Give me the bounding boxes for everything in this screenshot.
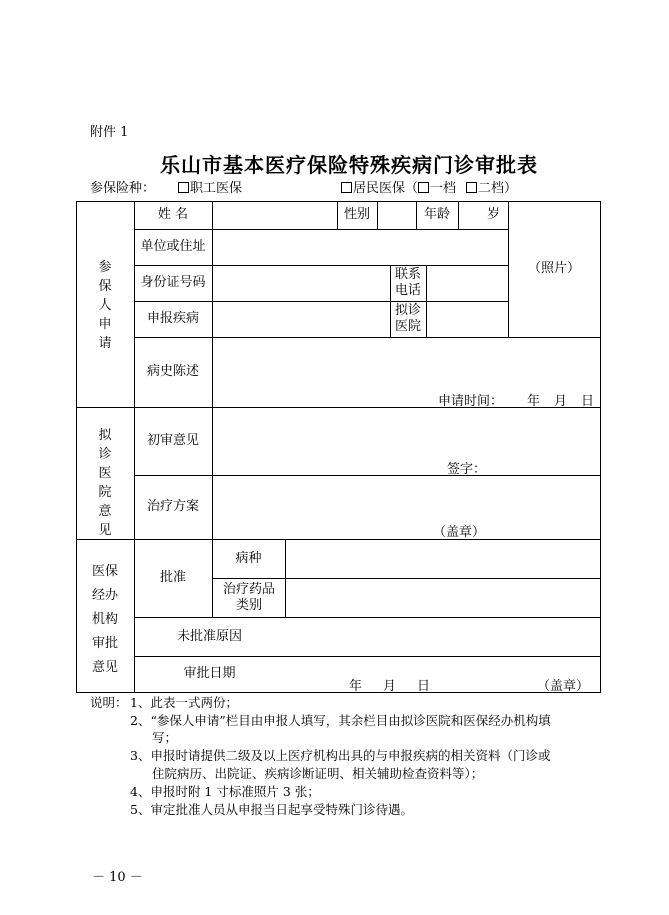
note-item: 2、“参保人申请”栏目由申报人填写，其余栏目由拟诊医院和医保经办机构填 <box>130 713 551 728</box>
label-disease-type: 病种 <box>235 550 262 566</box>
label-hospital: 拟诊医院 <box>394 303 421 334</box>
apply-date-day: 日 <box>581 394 595 409</box>
age-unit: 岁 <box>486 207 500 222</box>
field-drug-category[interactable] <box>285 578 600 617</box>
attachment-label: 附件 1 <box>90 125 129 140</box>
field-history[interactable] <box>212 337 600 407</box>
option-employee-label: 职工医保 <box>190 181 243 196</box>
approve-date-month: 月 <box>383 679 397 694</box>
option-resident-label: 居民医保（ <box>353 181 419 196</box>
option-employee[interactable] <box>178 177 242 196</box>
label-reject-reason: 未批准原因 <box>176 628 242 644</box>
label-treatment-plan: 治疗方案 <box>146 499 199 514</box>
field-treatment-plan[interactable] <box>212 475 600 539</box>
checkbox-employee[interactable] <box>178 182 189 193</box>
label-history: 病史陈述 <box>146 364 199 379</box>
label-name: 姓 名 <box>157 207 189 222</box>
label-id-number: 身份证号码 <box>140 275 206 290</box>
field-address[interactable] <box>212 229 508 265</box>
field-reject-reason[interactable] <box>285 617 600 656</box>
label-drug-category: 治疗药品类别 <box>222 581 275 613</box>
note-item-continued: 写； <box>152 730 178 745</box>
section-agency: 医保经办机构审批意见 <box>91 564 118 675</box>
field-gender[interactable] <box>377 201 416 229</box>
signature-label: 签字： <box>447 462 487 477</box>
label-gender: 性别 <box>343 207 370 222</box>
field-disease[interactable] <box>212 301 390 337</box>
option-resident[interactable] <box>341 177 517 196</box>
field-disease-type[interactable] <box>285 539 600 578</box>
note-item: 4、申报时附 1 寸标准照片 3 张； <box>130 784 320 799</box>
note-item: 3、申报时请提供二级及以上医疗机构出具的与申报疾病的相关资料（门诊或 <box>130 748 551 763</box>
insurance-type-label: 参保险种： <box>90 181 156 196</box>
hospital-seal: （盖章） <box>433 525 486 540</box>
label-approve-date: 审批日期 <box>183 666 236 681</box>
field-phone[interactable] <box>426 265 508 301</box>
photo-box: （照片） <box>527 261 580 276</box>
label-initial-opinion: 初审意见 <box>146 433 199 448</box>
apply-date-month: 月 <box>554 394 568 409</box>
note-item-continued: 住院病历、出院证、疾病诊断证明、相关辅助检查资料等）； <box>152 766 484 781</box>
checkbox-tier1[interactable] <box>418 182 429 193</box>
option-tier1-label: 一档 <box>430 181 457 196</box>
notes-label: 说明： <box>90 695 128 710</box>
approve-date-day: 日 <box>417 679 431 694</box>
page-title: 乐山市基本医疗保险特殊疾病门诊审批表 <box>160 153 538 177</box>
field-age[interactable] <box>458 201 508 229</box>
label-phone: 联系电话 <box>394 267 421 298</box>
apply-date-year: 年 <box>527 394 541 409</box>
section-applicant: 参保人申请 <box>98 260 112 351</box>
checkbox-resident[interactable] <box>341 182 352 193</box>
label-disease: 申报疾病 <box>146 311 199 326</box>
label-age: 年龄 <box>423 207 450 222</box>
note-item: 5、审定批准人员从申报当日起享受特殊门诊待遇。 <box>130 802 413 817</box>
agency-seal: （盖章） <box>537 679 590 694</box>
field-id-number[interactable] <box>212 265 390 301</box>
apply-time-label: 申请时间： <box>438 394 504 409</box>
option-tier2-label: 二档） <box>478 181 518 196</box>
checkbox-tier2[interactable] <box>466 182 477 193</box>
field-name[interactable] <box>212 201 337 229</box>
note-item: 1、此表一式两份； <box>130 695 238 710</box>
label-address: 单位或住址 <box>140 239 206 254</box>
field-initial-opinion[interactable] <box>212 407 600 475</box>
section-hospital-opinion: 拟诊医院意见 <box>98 428 112 538</box>
page-number: － 10 － <box>92 870 143 885</box>
label-approve: 批准 <box>159 570 186 585</box>
approve-date-year: 年 <box>349 679 363 694</box>
field-hospital[interactable] <box>426 301 508 337</box>
